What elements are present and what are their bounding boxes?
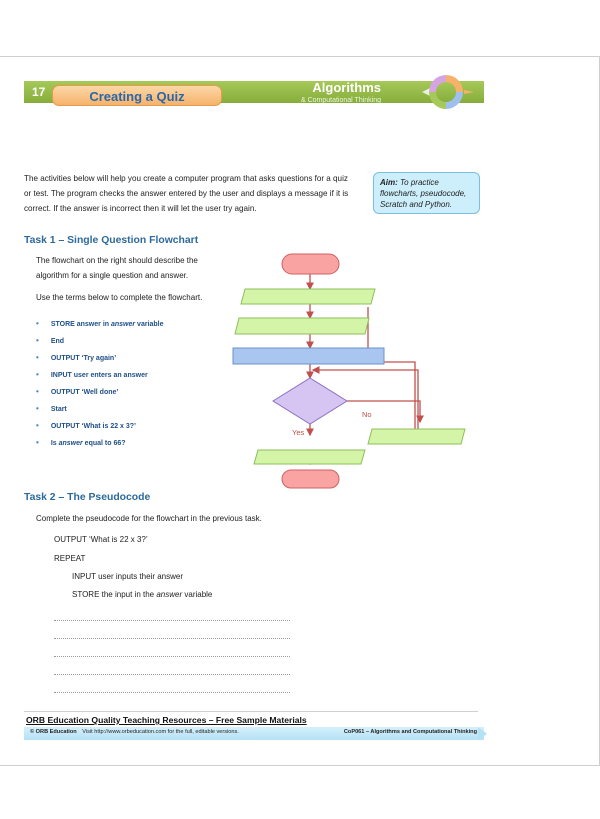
process-box <box>368 429 465 444</box>
process-box <box>254 450 365 464</box>
task2-instruction: Complete the pseudocode for the flowchart in the previous task. <box>36 514 262 523</box>
task2-heading: Task 2 – The Pseudocode <box>24 492 151 503</box>
worksheet-page <box>0 56 600 766</box>
process-box <box>241 289 375 304</box>
footer-code: CoP061 – Algorithms and Computational Thinking <box>343 729 477 735</box>
pseudocode-line: INPUT user inputs their answer <box>72 572 184 581</box>
task1-instruction: Use the terms below to complete the flowchart. <box>36 293 203 302</box>
aim-label: Aim: <box>380 178 398 187</box>
start-terminal <box>282 254 339 274</box>
answer-line <box>54 638 290 639</box>
term-item: • Start <box>36 404 67 413</box>
term-item: • OUTPUT ‘Well done’ <box>36 387 119 396</box>
footer-visit: Visit http://www.orbeducation.com for the full, editable versions. <box>82 729 239 735</box>
decision-diamond <box>273 378 347 424</box>
pseudocode-line: REPEAT <box>54 554 86 563</box>
term-item: • OUTPUT ‘Try again’ <box>36 353 117 362</box>
intro-text: The activities below will help you create a computer program that asks questions for a quiz or test. The program checks the answer entered by the user and displays a message if it is correct. If the answer is incorrect then it will let the user try again. <box>24 174 349 213</box>
term-item: • Is answer equal to 66? <box>36 438 126 447</box>
term-item: • STORE answer in answer variable <box>36 319 164 328</box>
footer-left <box>30 729 239 735</box>
answer-line <box>54 692 290 693</box>
answer-line <box>54 656 290 657</box>
footer-arrow-icon <box>478 721 488 746</box>
no-label: No <box>362 410 372 419</box>
footer-rule <box>24 711 478 712</box>
task1-paragraph: The flowchart on the right should describe the algorithm for a single question and answer. <box>36 256 198 280</box>
brand-title: Algorithms <box>312 80 381 95</box>
answer-line <box>54 674 290 675</box>
yes-label: Yes <box>292 428 305 437</box>
process-box <box>235 318 369 334</box>
task1-heading: Task 1 – Single Question Flowchart <box>24 235 199 246</box>
term-item: • End <box>36 336 65 345</box>
quiz-flowchart <box>225 252 475 492</box>
pseudocode-line: STORE the input in the answer variable <box>72 590 213 599</box>
page-title: Creating a Quiz <box>52 85 222 106</box>
footer-title: ORB Education Quality Teaching Resources – Free Sample Materials <box>26 715 307 725</box>
brand-subtitle: & Computational Thinking <box>300 97 381 104</box>
aim-callout <box>373 172 480 214</box>
answer-line <box>54 620 290 621</box>
term-item: • OUTPUT ‘What is 22 x 3?’ <box>36 421 136 430</box>
term-item: • INPUT user enters an answer <box>36 370 148 379</box>
end-terminal <box>282 470 339 488</box>
footer-copyright: © ORB Education <box>30 729 77 735</box>
aim-text: To practice flowcharts, pseudocode, Scratch and Python. <box>380 178 467 209</box>
pseudocode-line: OUTPUT ‘What is 22 x 3?’ <box>54 535 148 544</box>
page-number: 17 <box>32 85 46 99</box>
io-box <box>233 348 384 364</box>
orb-cycle-logo-icon <box>418 71 474 113</box>
